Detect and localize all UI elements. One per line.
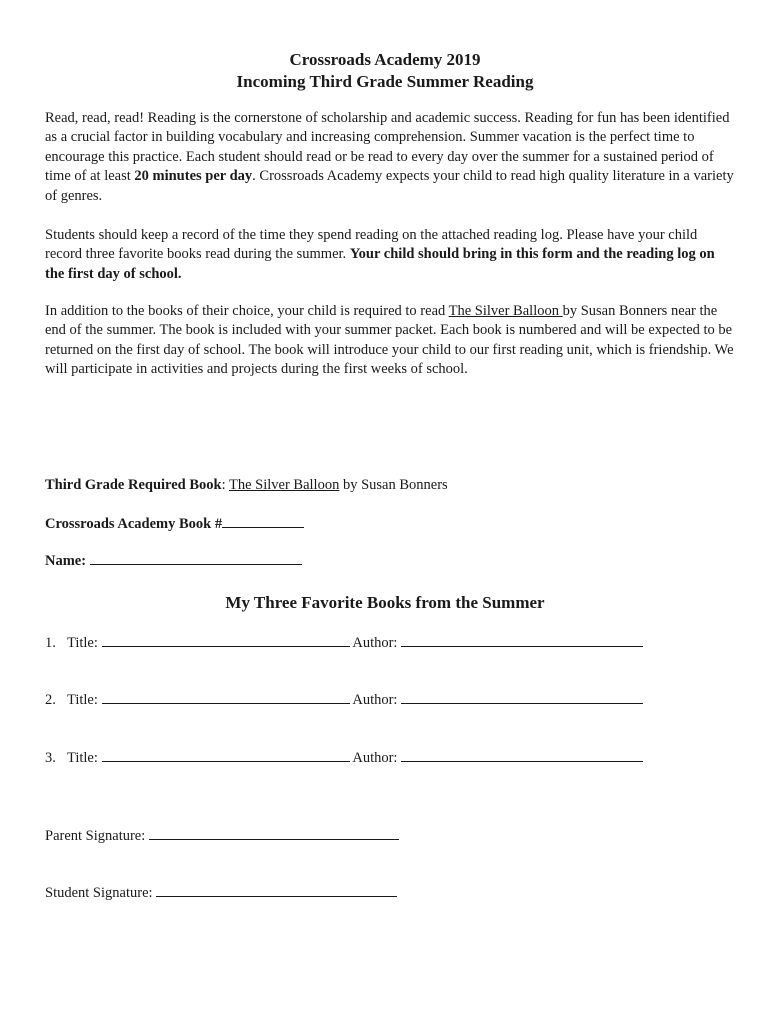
required-book-colon: :	[221, 477, 229, 493]
intro-paragraph	[45, 109, 735, 206]
required-book-author: by Susan Bonners	[339, 477, 448, 493]
parent-signature-field[interactable]	[149, 825, 399, 840]
favorite-book-row-3	[45, 747, 643, 768]
log-text-1: Students should keep a record of the time they spend reading on the attached reading log. Please have your child record three favorite books read during the summer.	[45, 227, 698, 263]
title-label: Title:	[67, 692, 102, 708]
author-label: Author:	[349, 750, 402, 766]
required-text-1: In addition to the books of their choice, your child is required to read	[45, 303, 449, 319]
intro-bold-minutes: 20 minutes per day	[134, 168, 253, 185]
favorites-heading: My Three Favorite Books from the Summer	[225, 593, 545, 612]
author-field-2[interactable]	[401, 689, 643, 704]
reading-log-paragraph	[45, 226, 735, 284]
student-signature-label: Student Signature:	[45, 885, 157, 901]
author-label: Author:	[349, 635, 402, 651]
title-field-2[interactable]	[102, 689, 350, 704]
name-field[interactable]	[90, 550, 302, 565]
name-label: Name:	[45, 553, 90, 569]
required-book-title-inline: The Silver Balloon	[448, 303, 563, 319]
row-number: 1.	[45, 635, 56, 651]
title-line-1: Crossroads Academy 2019	[289, 50, 481, 69]
favorite-book-row-2	[45, 689, 643, 710]
title-label: Title:	[67, 750, 102, 766]
required-text-2: by Susan Bonners near the end of the summer. The book is included with your summer packet. Each book is numbered and will be expected to be returned on the first day of school. The book will introduce your child to our first reading unit, which is friendship. We will participate in activities and projects during the first weeks of school.	[45, 303, 734, 378]
author-label: Author:	[349, 692, 402, 708]
required-book-label: Third Grade Required Book	[45, 477, 222, 493]
title-field-3[interactable]	[102, 747, 350, 762]
log-bold-instruction: Your child should bring in this form and the reading log on the first day of school.	[45, 246, 715, 282]
parent-signature-line	[45, 825, 399, 846]
required-book-line	[45, 475, 448, 495]
author-field-1[interactable]	[401, 632, 643, 647]
row-number: 2.	[45, 692, 56, 708]
book-number-line	[45, 513, 304, 534]
title-field-1[interactable]	[102, 632, 350, 647]
document-title	[0, 49, 770, 93]
student-signature-line	[45, 882, 397, 903]
student-signature-field[interactable]	[156, 882, 397, 897]
row-number: 3.	[45, 750, 56, 766]
favorite-book-row-1	[45, 632, 643, 653]
parent-signature-label: Parent Signature:	[45, 828, 149, 844]
title-line-2: Incoming Third Grade Summer Reading	[236, 72, 534, 91]
name-line	[45, 550, 302, 571]
book-number-field[interactable]	[222, 513, 304, 528]
required-book-paragraph	[45, 302, 735, 380]
author-field-3[interactable]	[401, 747, 643, 762]
intro-text-2: . Crossroads Academy expects your child to read high quality literature in a variety of genres.	[45, 168, 734, 204]
required-book-title: The Silver Balloon	[228, 477, 340, 493]
intro-text-1: Read, read, read! Reading is the cornerstone of scholarship and academic success. Reading for fun has been identified as a crucial factor in building vocabulary and increasing comprehension. Summer vacation is the perfect time to encourage this practice. Each student should read or be read to every day over the summer for a sustained period of time of at least	[45, 110, 730, 185]
title-label: Title:	[67, 635, 102, 651]
book-number-label: Crossroads Academy Book #	[45, 516, 223, 532]
